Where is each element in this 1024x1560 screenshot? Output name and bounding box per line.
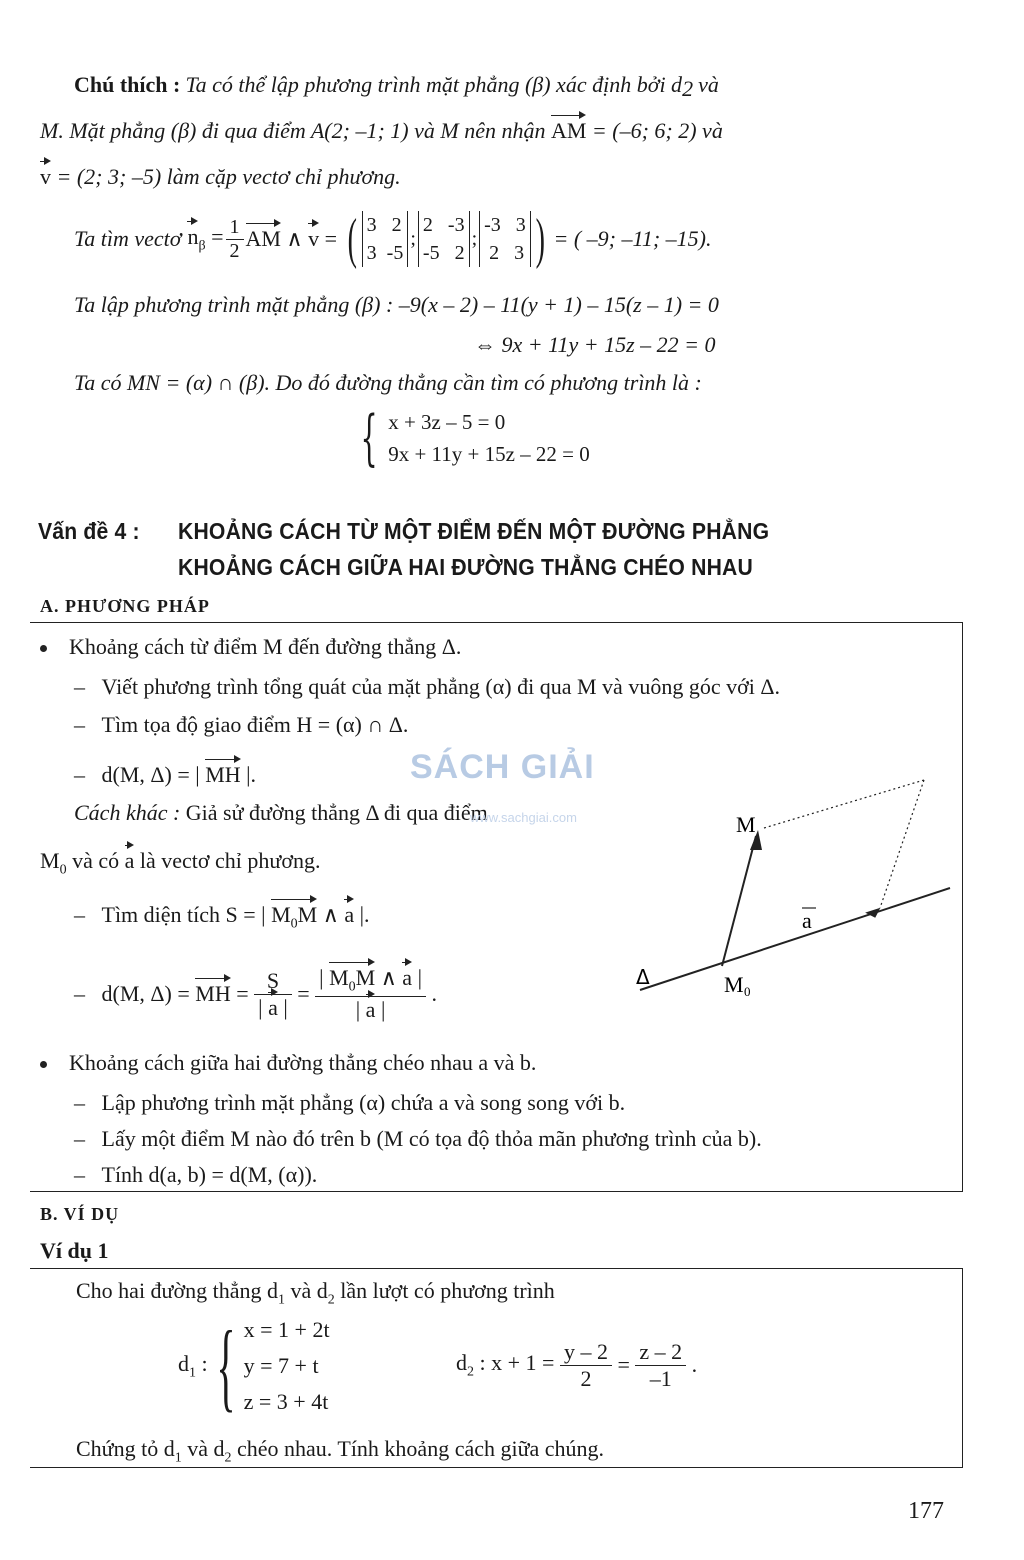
step-2: – Tìm tọa độ giao điểm H = (α) ∩ Δ. <box>74 712 409 737</box>
method-heading: A. PHƯƠNG PHÁP <box>40 596 210 616</box>
line-delta <box>640 888 950 990</box>
plane-equation: Ta lập phương trình mặt phẳng (β) : –9(x – 2) – 11(y + 1) – 15(z – 1) = 0 <box>74 292 719 317</box>
determinant-matrix: ( 3 2 3 -5 ; 2 -3 -5 2 ; -3 3 2 3 ) <box>347 208 545 270</box>
system-eq-2: 9x + 11y + 15z – 22 = 0 <box>388 442 590 466</box>
watermark: SÁCH GIẢI <box>410 748 595 786</box>
note-label: Chú thích : <box>74 72 181 97</box>
normal-vector-line: Ta tìm vectơ $n_\beta$ = $\frac{1}{2}$ AM ∧ v = ( 3 2 3 -5 ; 2 -3 -5 2 ; -3 3 2 3 ) = ( –9; –11; –15). <box>74 208 712 270</box>
step-3: – d(M, Δ) = | MH |. <box>74 762 257 787</box>
step-t1: – Lập phương trình mặt phẳng (α) chứa a và song song với b. <box>74 1090 626 1115</box>
fig-label-M: M <box>736 812 756 837</box>
alt-method-line-2: $M_0$ và có a là vectơ chỉ phương. <box>40 848 321 878</box>
d1-definition: $d_1$ : { x = 1 + 2t y = 7 + t z = 3 + 4t <box>178 1310 330 1421</box>
issue-label: Vấn đề 4 : <box>38 518 140 544</box>
d1-y: y = 7 + t <box>243 1353 319 1378</box>
fig-label-a: a <box>802 908 812 933</box>
bullet-icon <box>40 1061 47 1068</box>
note-line-3: v = (2; 3; –5) làm cặp vectơ chỉ phương. <box>40 164 401 189</box>
bullet-icon <box>40 645 47 652</box>
bullet-point-skew: Khoảng cách giữa hai đường thẳng chéo nhau a và b. <box>40 1050 536 1076</box>
d1-x: x = 1 + 2t <box>243 1317 330 1342</box>
dotted-top <box>764 780 924 828</box>
d1-z: z = 3 + 4t <box>243 1389 329 1414</box>
note-line-1: Chú thích : Ta có thể lập phương trình mặt phẳng (β) xác định bởi $d_2$ và <box>74 72 719 102</box>
step-t2: – Lấy một điểm M nào đó trên b (M có tọa độ thỏa mãn phương trình của b). <box>74 1126 762 1151</box>
distance-figure <box>630 770 960 1010</box>
example-intro: Cho hai đường thẳng $d_1$ và $d_2$ lần lượt có phương trình <box>76 1278 555 1308</box>
alt-method-line: Cách khác : Giả sử đường thẳng Δ đi qua điểm <box>74 800 488 825</box>
svg-text:0: 0 <box>744 984 751 999</box>
system-eq-1: x + 3z – 5 = 0 <box>388 410 506 434</box>
dotted-right <box>880 780 924 908</box>
step-area: – Tìm diện tích S = | $M_0M$ ∧ a |. <box>74 902 370 932</box>
example-1-title: Ví dụ 1 <box>40 1238 109 1263</box>
vector-n-beta: n <box>187 223 199 249</box>
d2-definition: $d_2$ : x + 1 = $\frac{y - 2}{2}$ = $\frac{z - 2}{-1}$ . <box>456 1338 698 1391</box>
vector-v: v <box>40 164 51 189</box>
vector-AM: AM <box>550 118 587 143</box>
step-1: – Viết phương trình tổng quát của mặt phẳng (α) đi qua M và vuông góc với Δ. <box>74 674 780 699</box>
note-line-2: M. Mặt phẳng (β) đi qua điểm A(2; –1; 1) và M nên nhận AM = (–6; 6; 2) và <box>40 118 723 143</box>
segment-M0M <box>722 836 756 966</box>
example-task: Chứng tỏ $d_1$ và $d_2$ chéo nhau. Tính khoảng cách giữa chúng. <box>76 1436 605 1466</box>
vector-MH: MH <box>205 762 241 787</box>
fig-label-delta: Δ <box>636 965 650 989</box>
step-t3: – Tính d(a, b) = d(M, (α)). <box>74 1162 318 1187</box>
issue-title-1: KHOẢNG CÁCH TỪ MỘT ĐIỂM ĐẾN MỘT ĐƯỜNG PHẲNG <box>178 518 770 544</box>
arrow-head-a <box>865 908 883 921</box>
line-system: { x + 3z – 5 = 0 9x + 11y + 15z – 22 = 0 <box>360 403 590 473</box>
issue-title-2: KHOẢNG CÁCH GIỮA HAI ĐƯỜNG THẲNG CHÉO NHAU <box>178 554 753 580</box>
watermark-url: www.sachgiai.com <box>470 810 577 825</box>
examples-heading: B. VÍ DỤ <box>40 1204 120 1224</box>
fig-label-M0: M <box>724 972 744 997</box>
page-number: 177 <box>908 1498 944 1524</box>
bullet-point-distance: Khoảng cách từ điểm M đến đường thẳng Δ. <box>40 634 461 660</box>
conclusion-text: Ta có MN = (α) ∩ (β). Do đó đường thẳng cần tìm có phương trình là : <box>74 370 702 395</box>
plane-equation-simplified: ⇔ 9x + 11y + 15z – 22 = 0 <box>474 332 716 357</box>
step-distance-formula: – d(M, Δ) = MH = $\frac{S}{| a |}$ = $\frac{| M_0M \wedge a |}{| a |}$ . <box>74 965 437 1022</box>
